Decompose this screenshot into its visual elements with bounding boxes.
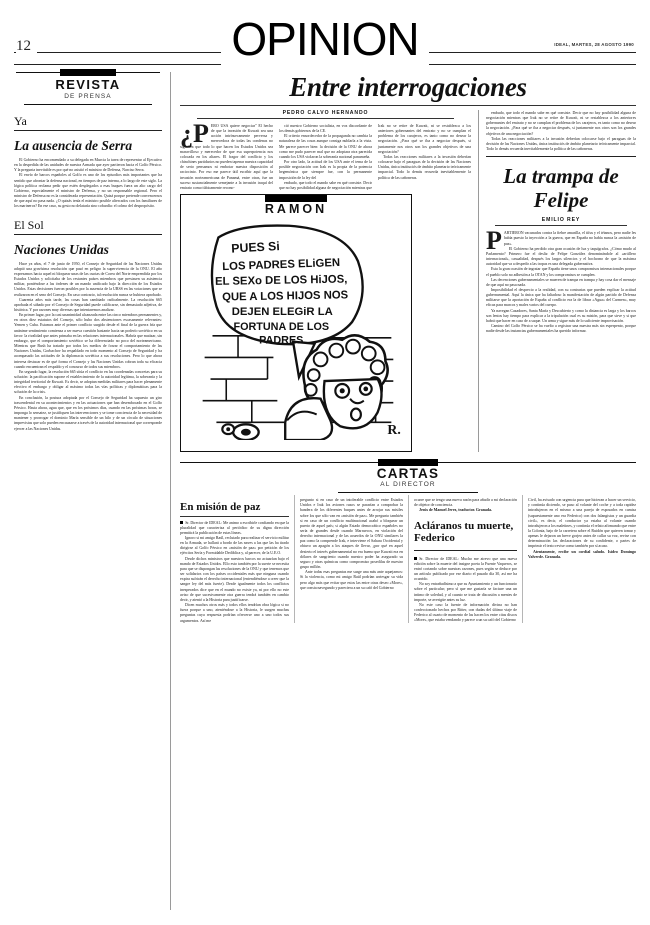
letter-body-2: [300, 497, 403, 590]
letter-title-aclaranos-tu-muerte-federico: Acláranos tu muerte, Federico: [414, 519, 514, 544]
paragraph: [414, 556, 517, 582]
revista-entry-el-sol: [14, 218, 162, 431]
right-byline-rule: [495, 225, 627, 226]
cartoon-signature: R.: [387, 422, 401, 438]
paragraph: [180, 520, 289, 535]
letter-signature: Jesús de Manuel Jerez, traductor. Granada.: [419, 507, 492, 513]
paragraph: pregunto si en caso de un intolerable conflicto entre Estados Unidos e Irak los aviones rusos se pararían a comprobar la bandera de los diferentes buques antes de arrojar sus misiles sobre los que sólo van en «misión de paz». Me pregunto también si en caso de un conflicto multinacional acabó a bloquear un puerto de aquel país; si algún Estado democrático españoles no sería de grandes desde cuando Marruecos, en violación del derecho internacional y de las acuerdos de la ONU similares la paz como la comprende Irak, e interviene el Sahara Occidental y obtuvo un apagón a los ataques de llevar, ¿por qué en aquel desierto el interés gubernamental no era bueno que Kuwait era en dólares de sangriento cuando nuestro poder ha asegurado su seguro y otras químicas como compromiso posedilas de nuestro grupo millón.: [300, 497, 403, 570]
revista-subtitle: DE PRENSA: [64, 93, 112, 100]
revista-de-prensa-column: [14, 72, 171, 910]
paragraph: Hace ya años, el 7 de junio de 1950, el Consejo de Seguridad de las Naciones Unidas adoptó una gravísima resolución que pasó en peligro la supervivencia de la ONU. El año expresamos hacia aquel ni bloquear unas de las cuotas de Corea del Norte emprendida por los Estados Unidos y solicitaba de los restantes países miembros que prestasen su asistencia militar, poniéndose a las órdenes de un mando unificado bajo la dirección de los Estados Unidos. Estas decisiones fueron posibles por la ausencia de la URSS en las votaciones que se realizaron en el seno del Consejo. En caso contrario, tal resolución nunca se hubiera aprobado.: [14, 260, 162, 297]
letter-column-2: [294, 495, 408, 623]
paragraph: El criterio ensordecedor de la propaganda no cambia la naturaleza de las cosas aunque consiga nublarla a la vista. Me parece parecer bien: la decisión de la ONU de ahora como me pudo parecer mal que no adoptara otra parecida cuando los USA violaron la soberanía nacional panameña.: [279, 133, 372, 159]
revista-header: [14, 72, 162, 105]
cartas-subtitle: AL DIRECTOR: [380, 481, 436, 489]
revista-rule-2: [24, 104, 152, 105]
revista-black-bar: [60, 69, 116, 76]
paragraph: No este caso la fuente de información divina no han confeccionado hechos por Ritter, con dudas del último viaje de Federico al cuarto de momento de las hacen los entre citas discos «More», que estaba vendando y parece a un su cafó del Gobierno: [414, 601, 517, 623]
right-article-byline: EMILIO REY: [541, 217, 581, 224]
letter-column-4: [522, 495, 636, 623]
source-label-ya: Ya: [14, 114, 162, 131]
page-grid: [14, 72, 636, 910]
cartoon-black-bar: [265, 195, 327, 202]
masthead: [14, 13, 636, 66]
paragraph: [414, 507, 517, 512]
revista-entry-ya: [14, 114, 162, 209]
headline-la-ausencia-de-serra: La ausencia de Serra: [14, 138, 133, 153]
cartas-rule-2: [338, 492, 478, 493]
letter-column-1: [180, 495, 294, 623]
cartoon-drawing: [181, 212, 412, 440]
pacifier: [222, 424, 258, 440]
letter-body-4: [528, 497, 636, 559]
source-label-el-sol: El Sol: [14, 218, 162, 235]
cartas-section: [180, 456, 636, 623]
paragraph: embudo, que todo el mando sabe en qué consiste. Decir que no hay posibilidad alguna de negociación mientras que Irak no se retire de Kuwait, ni se restablezca a los anteriores gobernantes del emirato y no se cumplan el problema de los carajeros, es tanto como no desear la negociación. ¿Para qué se iba a negociar después, si juntamente nos otros son los grandes objetivos de una negociación?: [486, 110, 636, 136]
cartoonist-name: RAMON: [264, 202, 328, 217]
paragraph: Desde dichos ministros que nuestros barcos no actuarían bajo el mando de Estados Unidos. Ello esto también por la suerte se necesita para que se dispongan las resoluciones de la ONU y que tenemos que ser solidarios con los países occidentales más que ninguna cuando expira sufrirán el derecho internacional (entendiéndose a creer que la sangre ley del más fuerte). Desde igualmente todos los conflictos inesperados dice que en el mundo no existe ya, ni por ello no este aviso de que sucesivamente otra guerra tendrá también en cambio decir, y atentó a la Historia para justificarse.: [180, 555, 289, 602]
right-article-headline: La trampa de Felipe: [503, 164, 619, 213]
letter-column-3: [408, 495, 522, 623]
main-column: [171, 72, 636, 910]
revista-title: REVISTA: [55, 77, 121, 92]
byline-rule: [197, 118, 453, 119]
upper-section: [180, 110, 636, 452]
svg-text:EL SEXo DE LOS HiJOS,: EL SEXo DE LOS HiJOS,: [215, 273, 348, 288]
paragraph: El envío de barcos españoles al Golfo es uno de los episodios más importantes que ha sentido que afrontar la defensa nacional, en tiempos de paz interna, a lo largo de este siglo. La lógica política reclama pedir que estén desplegados a esas buques fuera un alto cargo del Gobierno, especialmente el ministro de Defensa, y no un responsable regional. Pero el ministro de Defensa no es la considerada representación. Quizá porque pretende convencernos de que aquí no pasa nada. ¿O quizás tenía el ministro posible altercados con los familiares de los marineros? En ese caso, su gesto no delataría sino cobardía: el colmo del despropósito.: [14, 172, 162, 209]
page-number: 12: [16, 38, 37, 55]
feature-body: [180, 119, 471, 190]
body-ya: [14, 157, 162, 209]
svg-text:FORTUNA DE LOS: FORTUNA DE LOS: [233, 320, 330, 333]
letter-body-3a: [414, 497, 517, 512]
paragraph: Esta la gran ocasión de ingratar que España tiene unos compromisos internacionales porque el pueblo solo no adhesión a la OTAN y los compromisos se cumplen.: [486, 266, 636, 277]
paragraph: Ante todas esas preguntas me surge una más ante aquejarnos: Si la violencia, como mi amigo Raúl podrían arriesgar su vida pero algo más que evitar que estos las entre otras deseo «More», que consta navegando y pareciera a un su cafó del Gobierno: [300, 569, 403, 590]
paragraph: Dicen muchos otros más y todos ellos tendrían obra lógica si no fuera porque a uno, ateniéndose a la Historia, le surgen muchas preguntas cuya respuesta podrían ofrecerse uno a uno todos sus argumentos. Así me: [180, 602, 289, 623]
svg-text:PADRES: PADRES: [259, 334, 304, 347]
dropcap: P: [486, 226, 502, 256]
paragraph: Imposibilidad el desprecio a la realidad, con su contrarias que pueden explicar la actitud gubernamental. Aquí la única que ha faltadoso la manifestación de algún partido de Defensa militarse que la aportación de España al conflicto era la de librar «Agua» del Carmen», muy eficaz para marcos y males varios del cuerpo.: [486, 286, 636, 308]
section-title-text: OPINION: [221, 13, 428, 65]
feature-rule: [180, 105, 636, 106]
paragraph-text: Sr. Director de IDEAL: Me animo a escribirle confiando en que la pluralidad que caracteriza al periódico de su digna dirección permitirá la publicación de estas líneas.: [180, 519, 289, 535]
paragraph: Ignoro si mi amigo Raúl, reclutado para realizar el servicio militar en la Armada, se hallará a bordo de las naves a las que las ha tirado dirigirse al Golfo Pérsico en «misión de paz» por petición de los ejércitos Sería y Formidable Dediblica y, al parecer, de la U.E.O.: [180, 535, 289, 556]
section-title: [14, 13, 636, 65]
svg-text:QUE A LOS HIJOS NOS: QUE A LOS HIJOS NOS: [222, 289, 349, 304]
paragraph: ARTIERON vacunados contra la fiebre amarilla, el tifus y el tétanos, pero nadie les había puesto la inyección a la guerra, que en España no había nunca la «misión de paz».: [503, 230, 636, 246]
letter-body-1: [180, 520, 289, 623]
letter-signature: Atentamente, recibe un cordial saludo. Isidro Domingo Valverde. Granada.: [528, 548, 636, 559]
letter-title-en-mision-de-paz: En misión de paz: [180, 501, 289, 517]
feature-headline: Entre interrogaciones: [289, 72, 527, 102]
paragraph: En segundo lugar, la resolución 665 sitúa el conflicto en las coordenadas concretas para su solución: la pacificación supone el establecimiento de la autoridad legítima, la soberanía y la integridad territorial de Kuwait. Es decir, se adoptan medidas militares para hacer plenamente efectivo el embargo y obligar al máximo todas las vías políticas y diplomáticas para la solución de la crisis.: [14, 368, 162, 395]
right-article-body: [486, 226, 636, 334]
paragraph: Todas las reacciones militares a la invasión deberían colocarse bajo el paraguas de la decisión de las Naciones Unidas, única instituciós de ámbito planetario teóricamente imparcial. Todo lo demás recuerda inevitablemente la política de las cañoneras.: [486, 135, 636, 152]
paragraph-text: Sr. Director de IDEAL: Mucho me atrevo que una nueva edición sobre la muerte del insigne poeta la Fuente Vaqueros, se entró cortando sobre nuestras razones, pues según se deduce por un artículo publicado por ese diario el pasado día 30, así me ha ocurrido.: [414, 555, 517, 582]
dropcap: ¿P: [180, 119, 209, 148]
cartoon-area: [180, 194, 471, 452]
paragraph: No soy entrañadísimo a que su Ayuntamiento y un funcionario sobre el particular; pero sí que me gustaría se facture una un intimo de soledad, y al cuanto se trata de discusión a mentes de importe, se averigüe antes su luz.: [414, 581, 517, 602]
paragraph: Cuarenta años más tarde, las cosas han cambiado radicalmente. La resolución 665 aprobada el sábado por el Consejo de Seguridad puede calificarse, sin demasiado adjetiva, de histórica. Y por razones muy diversas que intentaremos analizar.: [14, 296, 162, 312]
paragraph: Ya navegan Cazadores, Santa María y Descubierto y como la distancia es larga y los barcos son lentos hay tiempo para explicar a la tripulación cual es su misión, para que sirve y si que habrá que hacer en caso de a saque. Un arma y sigue más de lo suficiente improvisación.: [486, 307, 636, 323]
letter-body-3b: [414, 556, 517, 623]
headline-naciones-unidas: Naciones Unidas: [14, 241, 109, 257]
paragraph: Todas las reacciones militares a la invasión deberían colocarse bajo el paraguas de la decisión de las Naciones Unidas, única instituciós de ámbito planetario teóricamente imparcial. Todo lo demás recuerda inevitablemente la política de las cañoneras.: [378, 153, 471, 180]
paragraph: embudo, que todo el mando sabe en qué consiste. Decir que no hay posibilidad alguna de negociación mientras que Irak no se retire de Kuwait, ni se restablezca a los anteriores gobernantes del emirato y no se cumplan el problema de los carajeros, es tanto como no desear la negociación. ¿Para qué se iba a negociar después, si juntamente nos otros son los grandes objetivos de una negociación?: [279, 123, 471, 190]
paragraph: ció nuestro Gobierno socialista, en voz discordante de los demás gobiernos de la CE.: [279, 123, 372, 134]
feature-article: [180, 110, 478, 452]
cartas-title: CARTAS: [376, 466, 440, 482]
body-el-sol: [14, 261, 162, 431]
dropcap-block: [180, 119, 273, 190]
cartas-header: [180, 459, 636, 493]
feature-byline: PEDRO CALVO HERNANDO: [282, 110, 369, 116]
paragraph: Las decenciones gubernamentales se mueren de trampa en trampa y hay cosa dar el mensaje de que aquí no pasa nada.: [486, 276, 636, 287]
paragraph: El Gobierno ha perdido otra gran ocasión de luz y taquígrafos. ¿Cómo mudo al Parlamento? Primero fue el desliz de Felipe González denominándole al «artillero internacional», casualidad, después los largos silencios y el bochorno de que la máxima autoridad que va a despedir a las tropas es una delegada gubernativa.: [486, 245, 636, 267]
divider: [414, 550, 517, 551]
paragraph: En primer lugar, por la casi unanimidad alcanzada entre las cinco miembros permanentes y, en otros diez estatutos del Consejo, sólo hubo dos abstenciones escasamente relevantes: Yemen y Cuba. Estamos ante el primer conflicto surgido desde el final de la guerra fría que unánime sentimiento comienza a ser nueva cuestión bastante hacia un poderío soviético en su favor: la rivalidad que antes primaba en las relaciones internacionales. Habría que matizar, sin embargo, que el comportamiento soviético se ha diferenciado no poco del norteamericano. Mientras que Bush ha tratado por todos los medios de forzar el comportamiento de las Naciones Unidas, Gorbachov ha respaldado en todo momento al Consejo de Seguridad y ha acompasado las actitudes de la diplomacia soviética a sus resoluciones. Pero lo que ahora interesa destacar es de qué forma el Consejo y las Naciones Unidas cobran toda su eficacia cuando encuentran el respaldo y el concurso de todos sus miembros.: [14, 312, 162, 369]
paragraph: Por otro lado, la actitud de los USA ante el tema de la posible negociación con Irak es la propia de la potencia hegemónica que siempre fue, con la permanente imposición de la ley del: [279, 159, 372, 180]
paragraph: El Gobierno ha encomendado a su delegada en Murcia la tarea de representar al Ejecutivo en la despedida de las unidades de nuestra Armada que ayer partieron hacia el Golfo Pérsico. Y la pregunta inevitable es por qué no asistió el ministro de Defensa, Narciso Serra.: [14, 157, 162, 173]
right-article: [478, 110, 636, 452]
cartoon-panel: [180, 194, 412, 452]
svg-text:DEJEN ELEGiR LA: DEJEN ELEGiR LA: [231, 306, 333, 319]
paragraph: Camino del Golfo Pérsico se ha vuelto a registrar una nuestra más sin esperpento, porque nadie desde las instancias gubernamentales ha querido informar.: [486, 323, 636, 334]
feature-overflow: [486, 110, 636, 151]
letters-grid: [180, 495, 636, 623]
svg-text:PUES Si: PUES Si: [230, 239, 281, 256]
paragraph: Civil, ha avisado con urgencia para que hicieran a hacer un servicio, y continúa diciendo, se puso al volante del coche y a toda rapidez introdujeron en el mismo a una pareja de esposados en camisa (supuestamente uno era Federico) con dos falangistas y un guardia civil», es decir, el conductor ya estaba al volante cuando introdujeron a los maletines, y continúa el relato afirmando que entre la Colonia, bajo de la carretera sobre el Ruidón que quieren tomar y apenas le dejaron un breve gorjeo antes de callar su voz, revise con determinación las declaraciones de su confidente, o partes de imprimir el texto revise como también por sí acaso.: [528, 497, 636, 549]
cartas-black-bar: [378, 459, 438, 466]
edition-date: IDEAL, MARTES, 28 AGOSTO 1990: [548, 42, 634, 47]
svg-text:LOS PADRES ELiGEN: LOS PADRES ELiGEN: [222, 256, 341, 274]
divider: [486, 156, 636, 157]
paragraph: [528, 549, 636, 559]
paragraph: ERO USA quiere negociar" El hecho de que la invasión de Kuwait sea una acción intrínsecamente perversa y merecedora de todas las condenas no significa que todo lo que hacen los Estados Unidos sea maravilloso y merecedor de que esa superpotencia nos colocada en los altares. El fragor del conflicto y los chinchines partidarios no pueden tapenar nuestra capacidad de serio pensamos ni embotar nuestra disposición al raciocinio. Por eso me parece útil escribir aquí que la invasión norteamericana de Panamá, entre otras, fue un suceso sustancialmente semejante a la invasión iraquí del emirato como túbicamente recono-: [180, 123, 273, 190]
paragraph: ocurre que se tengo una nueva razón para añadir a mi declaración de objetor de conciencia.: [414, 497, 517, 508]
paragraph: En conclusión, la postura adoptada por el Consejo de Seguridad ha supuesto un giro trascendental en su acontecimientos y en las actuaciones que han desembocado en el Golfo Pérsico. Hasta ahora, agua que, que en los próximos días, cuando en las próximas horas, se imponga lo sensatez, se justifiquen las intervenciones y se tome conciencia de la necesidad de mantener y prorrogar el dominio María sensible de un hilo y de un círculo de situaciones imprevistas que solo pueden encauzarse a través de la autoridad internacional que corresponde ejercer a las Naciones Unidas.: [14, 394, 162, 431]
